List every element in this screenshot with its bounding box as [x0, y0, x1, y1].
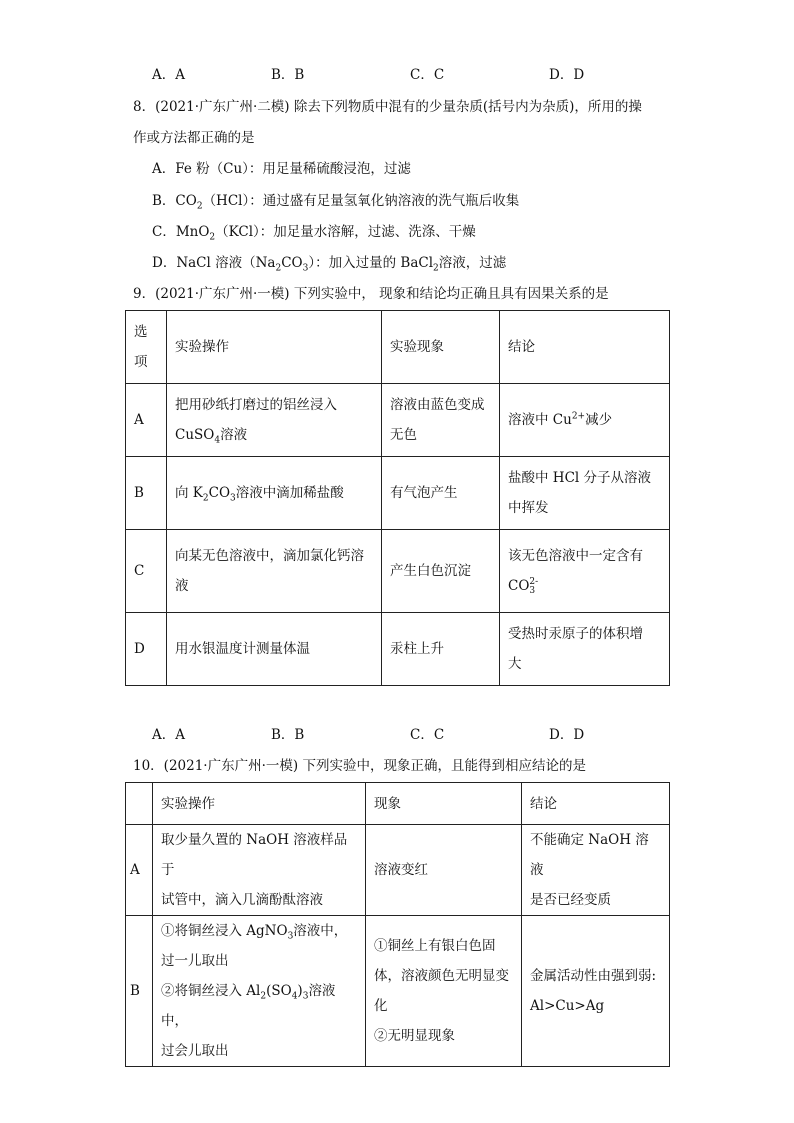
q9-row-a-operation: 把用砂纸打磨过的铝丝浸入 CuSO$_4$溶液	[167, 384, 382, 457]
q9-row-b-conclusion: 盐酸中 HCl 分子从溶液 中挥发	[500, 457, 670, 530]
q9-header-row	[126, 311, 670, 384]
q10-row-a-operation: 取少量久置的 NaOH 溶液样品于 试管中，滴入几滴酚酞溶液	[153, 825, 366, 916]
q10-header-phenomenon: 现象	[366, 783, 522, 825]
q9-row-b-operation: 向 $K_2CO_3$溶液中滴加稀盐酸	[167, 457, 382, 530]
q9-row-d-operation: 用水银温度计测量体温	[167, 613, 382, 686]
q10-header-row	[126, 783, 670, 825]
q9-row-a-conclusion: 溶液中 $Cu^{2+}$减少	[500, 384, 670, 457]
q9-row-a-option: A	[126, 384, 167, 457]
q8-option-a[interactable]: A．Fe 粉（Cu）：用足量稀硫酸浸泡，过滤	[152, 161, 411, 177]
q9-row-d-conclusion: 受热时汞原子的体积增 大	[500, 613, 670, 686]
q8-stem-line2: 作或方法都正确的是	[133, 130, 255, 146]
q8-option-d[interactable]: D．NaCl 溶液$(Na_2CO_3)$：加入过量的 BaCl$_2$溶液，过滤	[152, 255, 507, 274]
q9-row-c-option: C	[126, 530, 167, 613]
q9-row-a-phenomenon: 溶液由蓝色变成 无色	[382, 384, 500, 457]
q9-header-phenomenon: 实验现象	[382, 311, 500, 384]
q9-row-c-phenomenon: 产生白色沉淀	[382, 530, 500, 613]
q8-option-b[interactable]: B．$CO_2(HCl)$：通过盛有足量氢氧化钠溶液的洗气瓶后收集	[152, 193, 520, 212]
q9-row-b-option: B	[126, 457, 167, 530]
q10-row-a-conclusion: 不能确定 NaOH 溶液 是否已经变质	[522, 825, 670, 916]
q9-row-c-operation: 向某无色溶液中，滴加氯化钙溶 液	[167, 530, 382, 613]
q10-header-conclusion: 结论	[522, 783, 670, 825]
table-row	[126, 530, 670, 613]
table-row	[126, 825, 670, 916]
table-row	[126, 384, 670, 457]
q10-row-b-conclusion: 金属活动性由强到弱: Al>Cu>Ag	[522, 916, 670, 1067]
q9-stem: 9．(2021·广东广州·一模) 下列实验中， 现象和结论均正确且具有因果关系的是	[133, 286, 609, 302]
table-row	[126, 457, 670, 530]
q9-option-b[interactable]: B．B	[271, 727, 305, 743]
q9-option-c[interactable]: C．C	[410, 727, 445, 743]
q10-header-option	[126, 783, 153, 825]
q10-header-operation: 实验操作	[153, 783, 366, 825]
q10-table	[125, 782, 670, 1067]
q10-row-b-option: B	[126, 916, 153, 1067]
q9-header-option: 选 项	[126, 311, 167, 384]
q7-options	[152, 65, 592, 85]
q9-header-operation: 实验操作	[167, 311, 382, 384]
q9-row-d-phenomenon: 汞柱上升	[382, 613, 500, 686]
q7-option-a[interactable]: A．A	[152, 67, 185, 83]
q7-option-b[interactable]: B．B	[271, 67, 305, 83]
q9-option-d[interactable]: D．D	[549, 727, 585, 743]
q10-row-a-option: A	[126, 825, 153, 916]
q9-row-c-conclusion: 该无色溶液中一定含有 CO 2- 3	[500, 530, 670, 613]
q7-option-c[interactable]: C．C	[410, 67, 445, 83]
q9-row-b-phenomenon: 有气泡产生	[382, 457, 500, 530]
q8-stem-line1: 8．(2021·广东广州·二模) 除去下列物质中混有的少量杂质(括号内为杂质)，所用的操	[133, 99, 642, 115]
table-row	[126, 916, 670, 1067]
table-row	[126, 613, 670, 686]
q10-row-b-phenomenon: ①铜丝上有银白色固 体，溶液颜色无明显变 化 ②无明显现象	[366, 916, 522, 1067]
q10-stem: 10．(2021·广东广州·一模) 下列实验中，现象正确，且能得到相应结论的是	[133, 758, 586, 774]
q8-option-c[interactable]: C．MnO$_2$（KCl）：加足量水溶解，过滤、洗涤、干燥	[152, 224, 476, 243]
q9-row-d-option: D	[126, 613, 167, 686]
q7-option-d[interactable]: D．D	[549, 67, 585, 83]
q9-options	[152, 725, 592, 745]
q9-header-conclusion: 结论	[500, 311, 670, 384]
q9-option-a[interactable]: A．A	[152, 727, 185, 743]
q10-row-a-phenomenon: 溶液变红	[366, 825, 522, 916]
q10-row-b-operation: ①将铜丝浸入 AgNO$_3$溶液中， 过一儿取出 ②将铜丝浸入 $Al_2(SO_4)_3$溶液中， 过会儿取出	[153, 916, 366, 1067]
q9-table	[125, 310, 670, 686]
